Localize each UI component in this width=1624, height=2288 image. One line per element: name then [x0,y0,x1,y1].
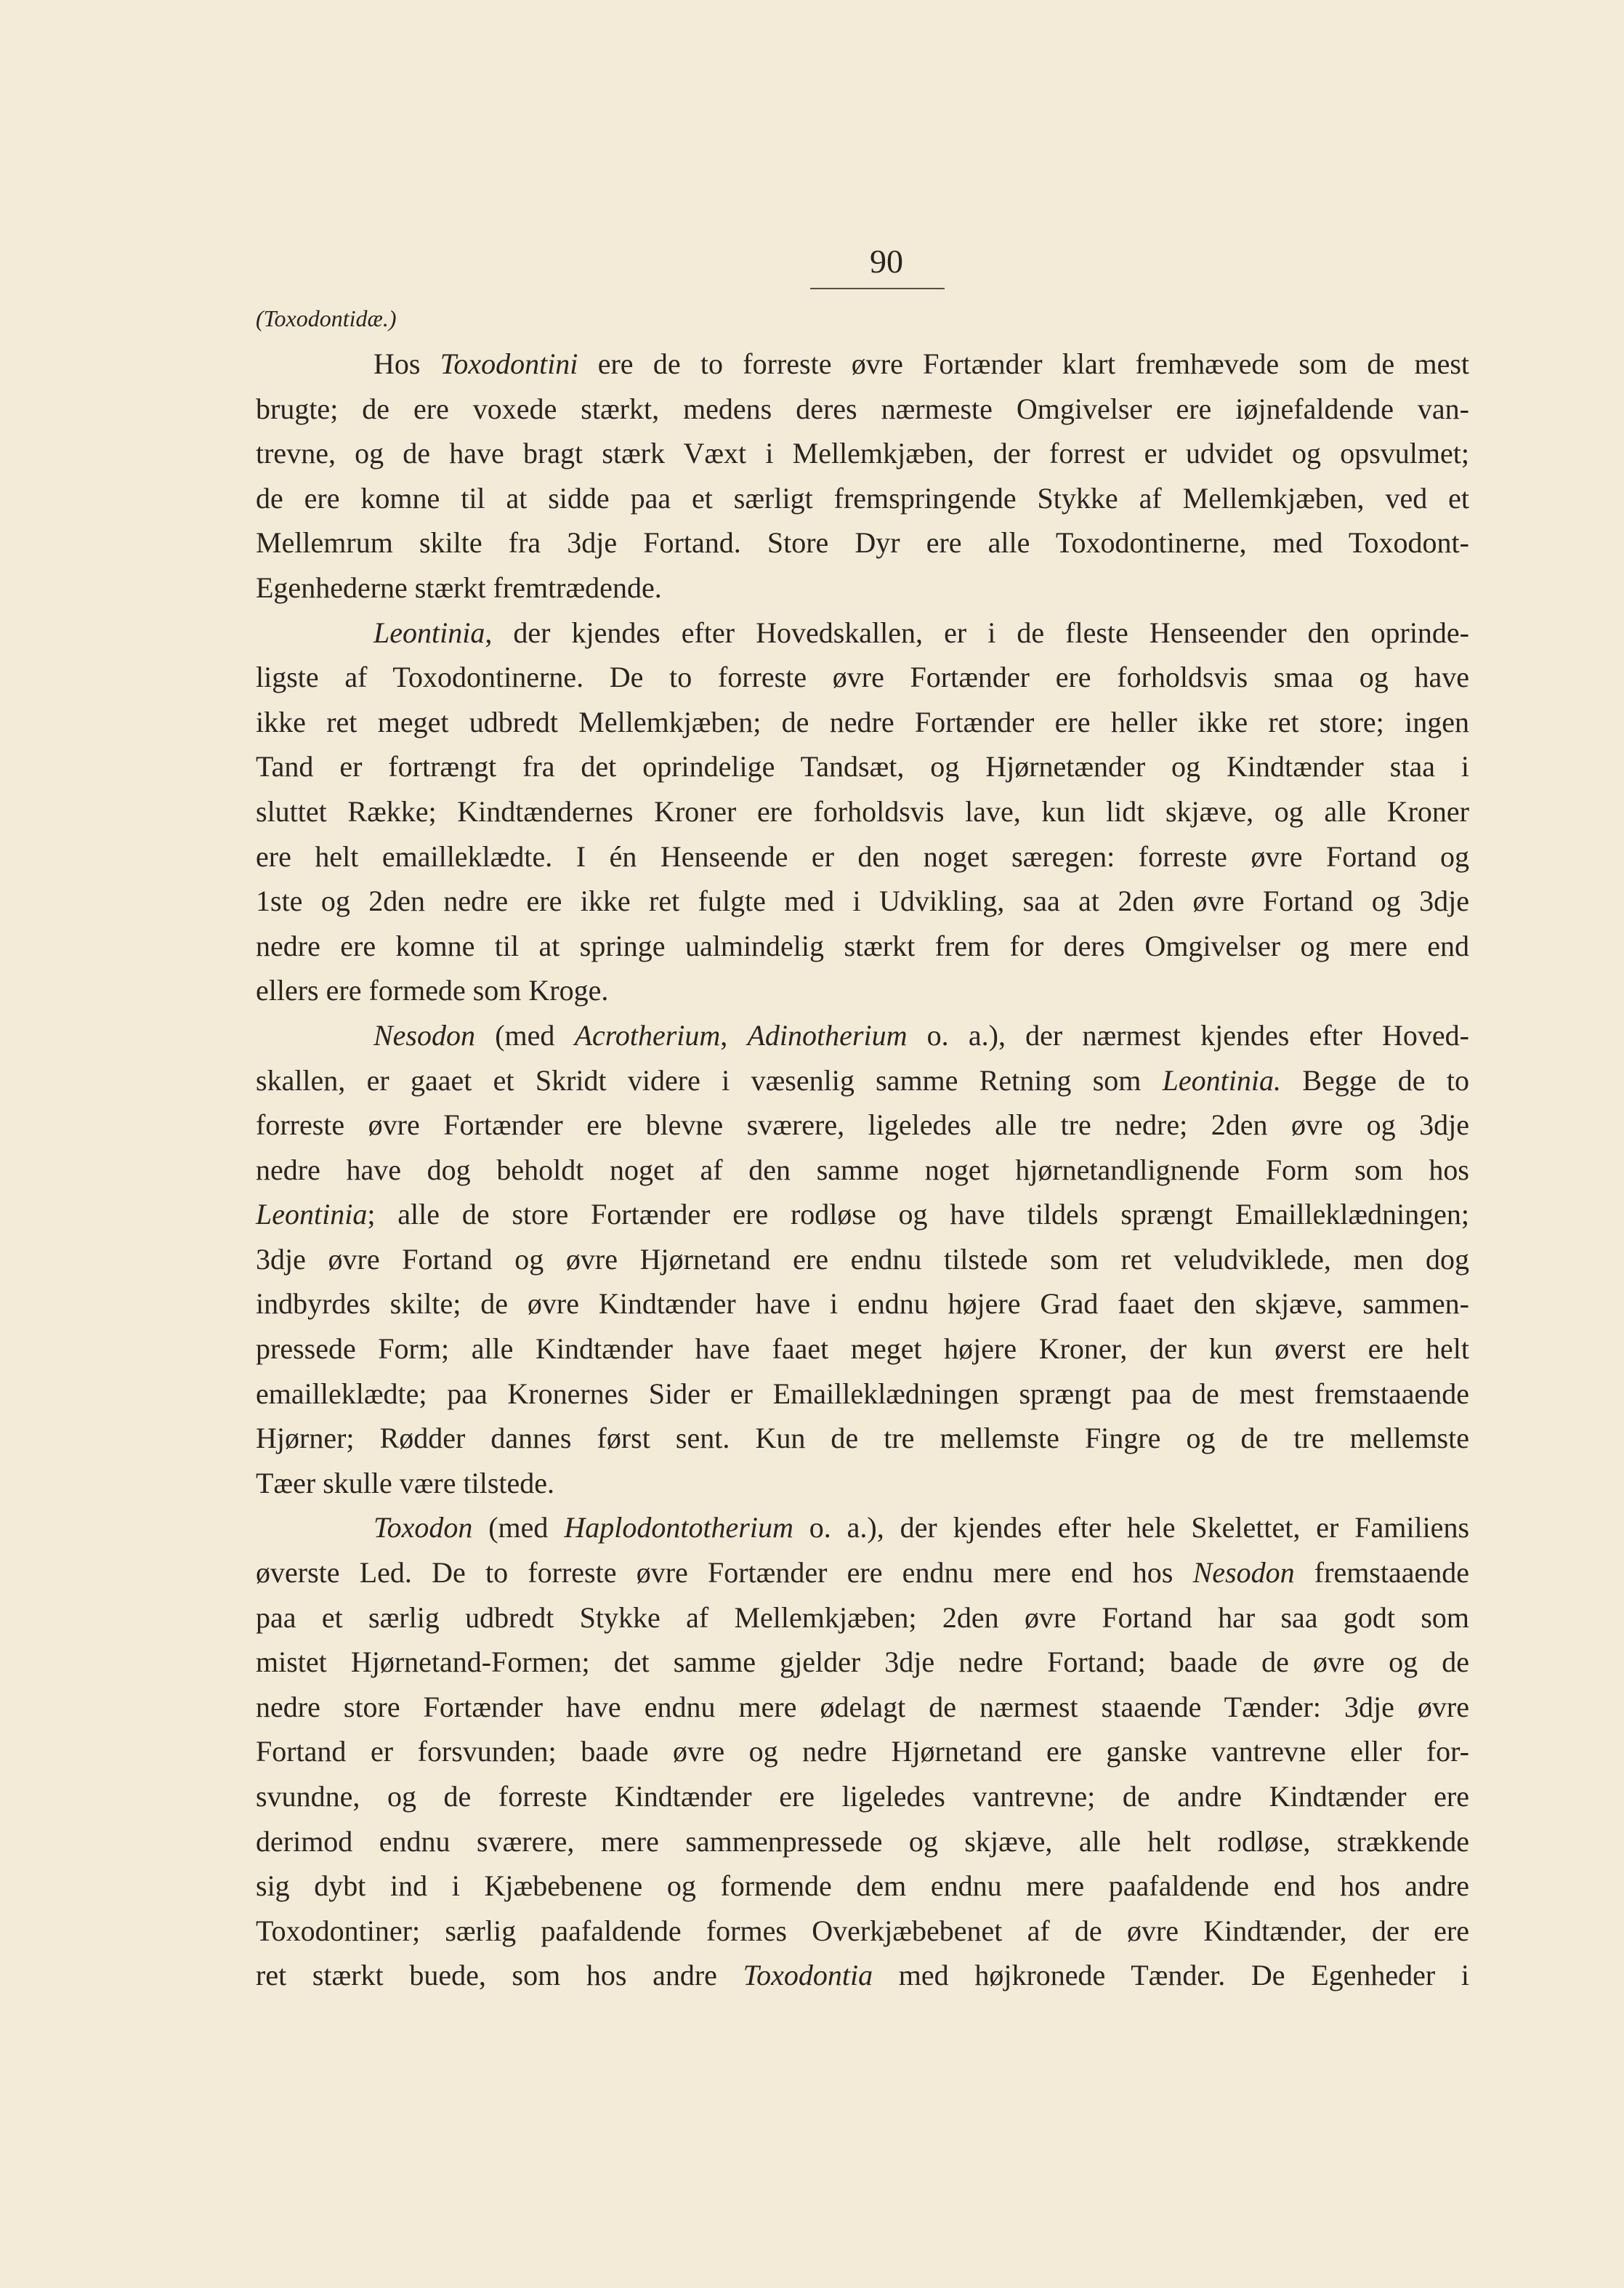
text-line [256,744,1469,789]
text-segment: forreste øvre Fortænder ere blevne sværere, ligeledes alle tre nedre; 2den øvre og 3dje [256,1108,1469,1142]
text-segment: o. a.), der nærmest kjendes efter Hoved- [907,1018,1470,1052]
running-head: (Toxodontidæ.) [256,305,397,331]
text-line [256,1371,1469,1417]
text-line [256,1461,1469,1506]
text-line [256,1505,1469,1550]
text-segment: ere helt emailleklædte. I én Henseende er den noget særegen: forreste øvre Fortand og [256,839,1469,873]
text-line [256,611,1469,656]
text-line [256,1640,1469,1685]
text-line [256,1550,1469,1595]
text-line [256,1864,1469,1909]
italic-taxon-name: Acrotherium [574,1018,721,1052]
text-segment: , der kjendes efter Hovedskallen, er i de fleste Henseender den oprinde- [485,616,1469,649]
text-line [256,968,1469,1013]
text-line [256,879,1469,924]
text-segment: nedre have dog beholdt noget af den samme noget hjørnetandlignende Form som hos [256,1153,1469,1186]
text-line [256,834,1469,879]
text-line [256,700,1469,745]
text-segment: Tæer skulle være tilstede. [256,1466,555,1499]
text-segment: o. a.), der kjendes efter hele Skelettet, er Familiens [793,1511,1470,1544]
text-line [256,1103,1469,1148]
text-line [256,1058,1469,1103]
text-segment: Hos [373,347,440,380]
text-segment: øverste Led. De to forreste øvre Fortænder ere endnu mere end hos [256,1556,1193,1590]
text-segment: Tand er fortrængt fra det oprindelige Tandsæt, og Hjørnetænder og Kindtænder staa i [256,750,1469,784]
page-number: 90 [870,243,903,280]
text-segment: sluttet Række; Kindtændernes Kroner ere forholdsvis lave, kun lidt skjæve, og alle Kroner [256,794,1469,828]
text-segment: Toxodontiner; særlig paafaldende formes Overkjæbebenet af de øvre Kindtænder, der ere [256,1914,1469,1947]
text-segment: skallen, er gaaet et Skridt videre i væsenlig samme Retning som [256,1063,1163,1097]
italic-taxon-name: Leontinia. [1162,1063,1282,1097]
text-line [256,520,1469,565]
text-segment: derimod endnu sværere, mere sammenpressede og skjæve, alle helt rodløse, strækkende [256,1824,1469,1858]
italic-taxon-name: Toxodon [373,1511,473,1544]
text-segment: indbyrdes skilte; de øvre Kindtænder have i endnu højere Grad faaet den skjæve, sammen- [256,1287,1469,1321]
text-segment: trevne, og de have bragt stærk Væxt i Mellemkjæben, der forrest er udvidet og opsvulmet; [256,437,1469,470]
italic-taxon-name: Toxodontia [743,1959,873,1992]
text-segment: ; alle de store Fortænder ere rodløse og have tildels sprængt Emailleklædningen; [367,1198,1469,1231]
text-segment: de ere komne til at sidde paa et særligt fremspringende Stykke af Mellemkjæben, ved et [256,481,1469,515]
text-line [256,789,1469,834]
text-line [256,1909,1469,1954]
text-segment: ellers ere formede som Kroge. [256,974,609,1007]
text-segment: Mellemrum skilte fra 3dje Fortand. Store Dyr ere alle Toxodontinerne, med Toxodont- [256,526,1469,560]
text-line [256,476,1469,521]
italic-taxon-name: Nesodon [373,1018,475,1052]
text-segment: (med [475,1018,575,1052]
text-segment: ere de to forreste øvre Fortænder klart fremhævede som de mest [578,347,1470,380]
text-line [256,655,1469,700]
text-segment: sig dybt ind i Kjæbebenene og formende dem endnu mere paafaldende end hos andre [256,1869,1469,1903]
text-line [256,1416,1469,1461]
italic-taxon-name: Leontinia [373,616,485,649]
text-line [256,1281,1469,1326]
text-line [256,1819,1469,1864]
text-line [256,1192,1469,1237]
text-segment: nedre ere komne til at springe ualmindelig stærkt frem for deres Omgivelser og mere end [256,929,1469,962]
text-segment: , [720,1018,748,1052]
italic-taxon-name: Nesodon [1192,1556,1295,1590]
text-segment: 1ste og 2den nedre ere ikke ret fulgte med i Udvikling, saa at 2den øvre Fortand og 3dje [256,885,1469,918]
italic-taxon-name: Adinotherium [747,1018,908,1052]
text-segment: Fortand er forsvunden; baade øvre og nedre Hjørnetand ere ganske vantrevne eller for- [256,1735,1469,1768]
text-segment: (med [472,1511,565,1544]
text-line [256,565,1469,611]
italic-taxon-name: Haplodontotherium [564,1511,793,1544]
text-line [256,1148,1469,1193]
text-segment: med højkronede Tænder. De Egenheder i [873,1959,1469,1992]
text-line [256,1237,1469,1282]
italic-taxon-name: Toxodontini [440,347,578,380]
text-segment: mistet Hjørnetand-Formen; det samme gjelder 3dje nedre Fortand; baade de øvre og de [256,1645,1469,1679]
text-segment: ligste af Toxodontinerne. De to forreste øvre Fortænder ere forholdsvis smaa og have [256,661,1469,694]
text-line [256,1953,1469,1998]
text-segment: fremstaaende [1294,1556,1469,1590]
text-segment: brugte; de ere voxede stærkt, medens deres nærmeste Omgivelser ere iøjnefaldende van- [256,392,1469,425]
text-segment: Begge de to [1281,1063,1469,1097]
text-line [256,431,1469,476]
italic-taxon-name: Leontinia [256,1198,368,1231]
text-line [256,1774,1469,1819]
text-segment: nedre store Fortænder have endnu mere ødelagt de nærmest staaende Tænder: 3dje øvre [256,1690,1469,1723]
text-segment: paa et særlig udbredt Stykke af Mellemkjæben; 2den øvre Fortand har saa godt som [256,1600,1469,1634]
text-line [256,342,1469,387]
text-segment: ret stærkt buede, som hos andre [256,1959,743,1992]
text-line [256,924,1469,969]
text-segment: Hjørner; Rødder dannes først sent. Kun de tre mellemste Fingre og de tre mellemste [256,1422,1469,1455]
text-segment: Egenhederne stærkt fremtrædende. [256,571,662,604]
text-line [256,1729,1469,1774]
text-segment: 3dje øvre Fortand og øvre Hjørnetand ere endnu tilstede som ret veludviklede, men dog [256,1242,1469,1276]
page-number-rule [810,288,945,289]
text-line [256,1326,1469,1371]
text-line [256,1013,1469,1058]
text-line [256,387,1469,432]
text-segment: pressede Form; alle Kindtænder have faaet meget højere Kroner, der kun øverst ere helt [256,1332,1469,1366]
text-segment: ikke ret meget udbredt Mellemkjæben; de nedre Fortænder ere heller ikke ret store; ingen [256,705,1469,738]
text-segment: svundne, og de forreste Kindtænder ere ligeledes vantrevne; de andre Kindtænder ere [256,1780,1469,1813]
text-line [256,1595,1469,1640]
text-segment: emailleklædte; paa Kronernes Sider er Emailleklædningen sprængt paa de mest fremstaaende [256,1377,1469,1410]
body-text [256,342,1469,1998]
text-line [256,1685,1469,1730]
